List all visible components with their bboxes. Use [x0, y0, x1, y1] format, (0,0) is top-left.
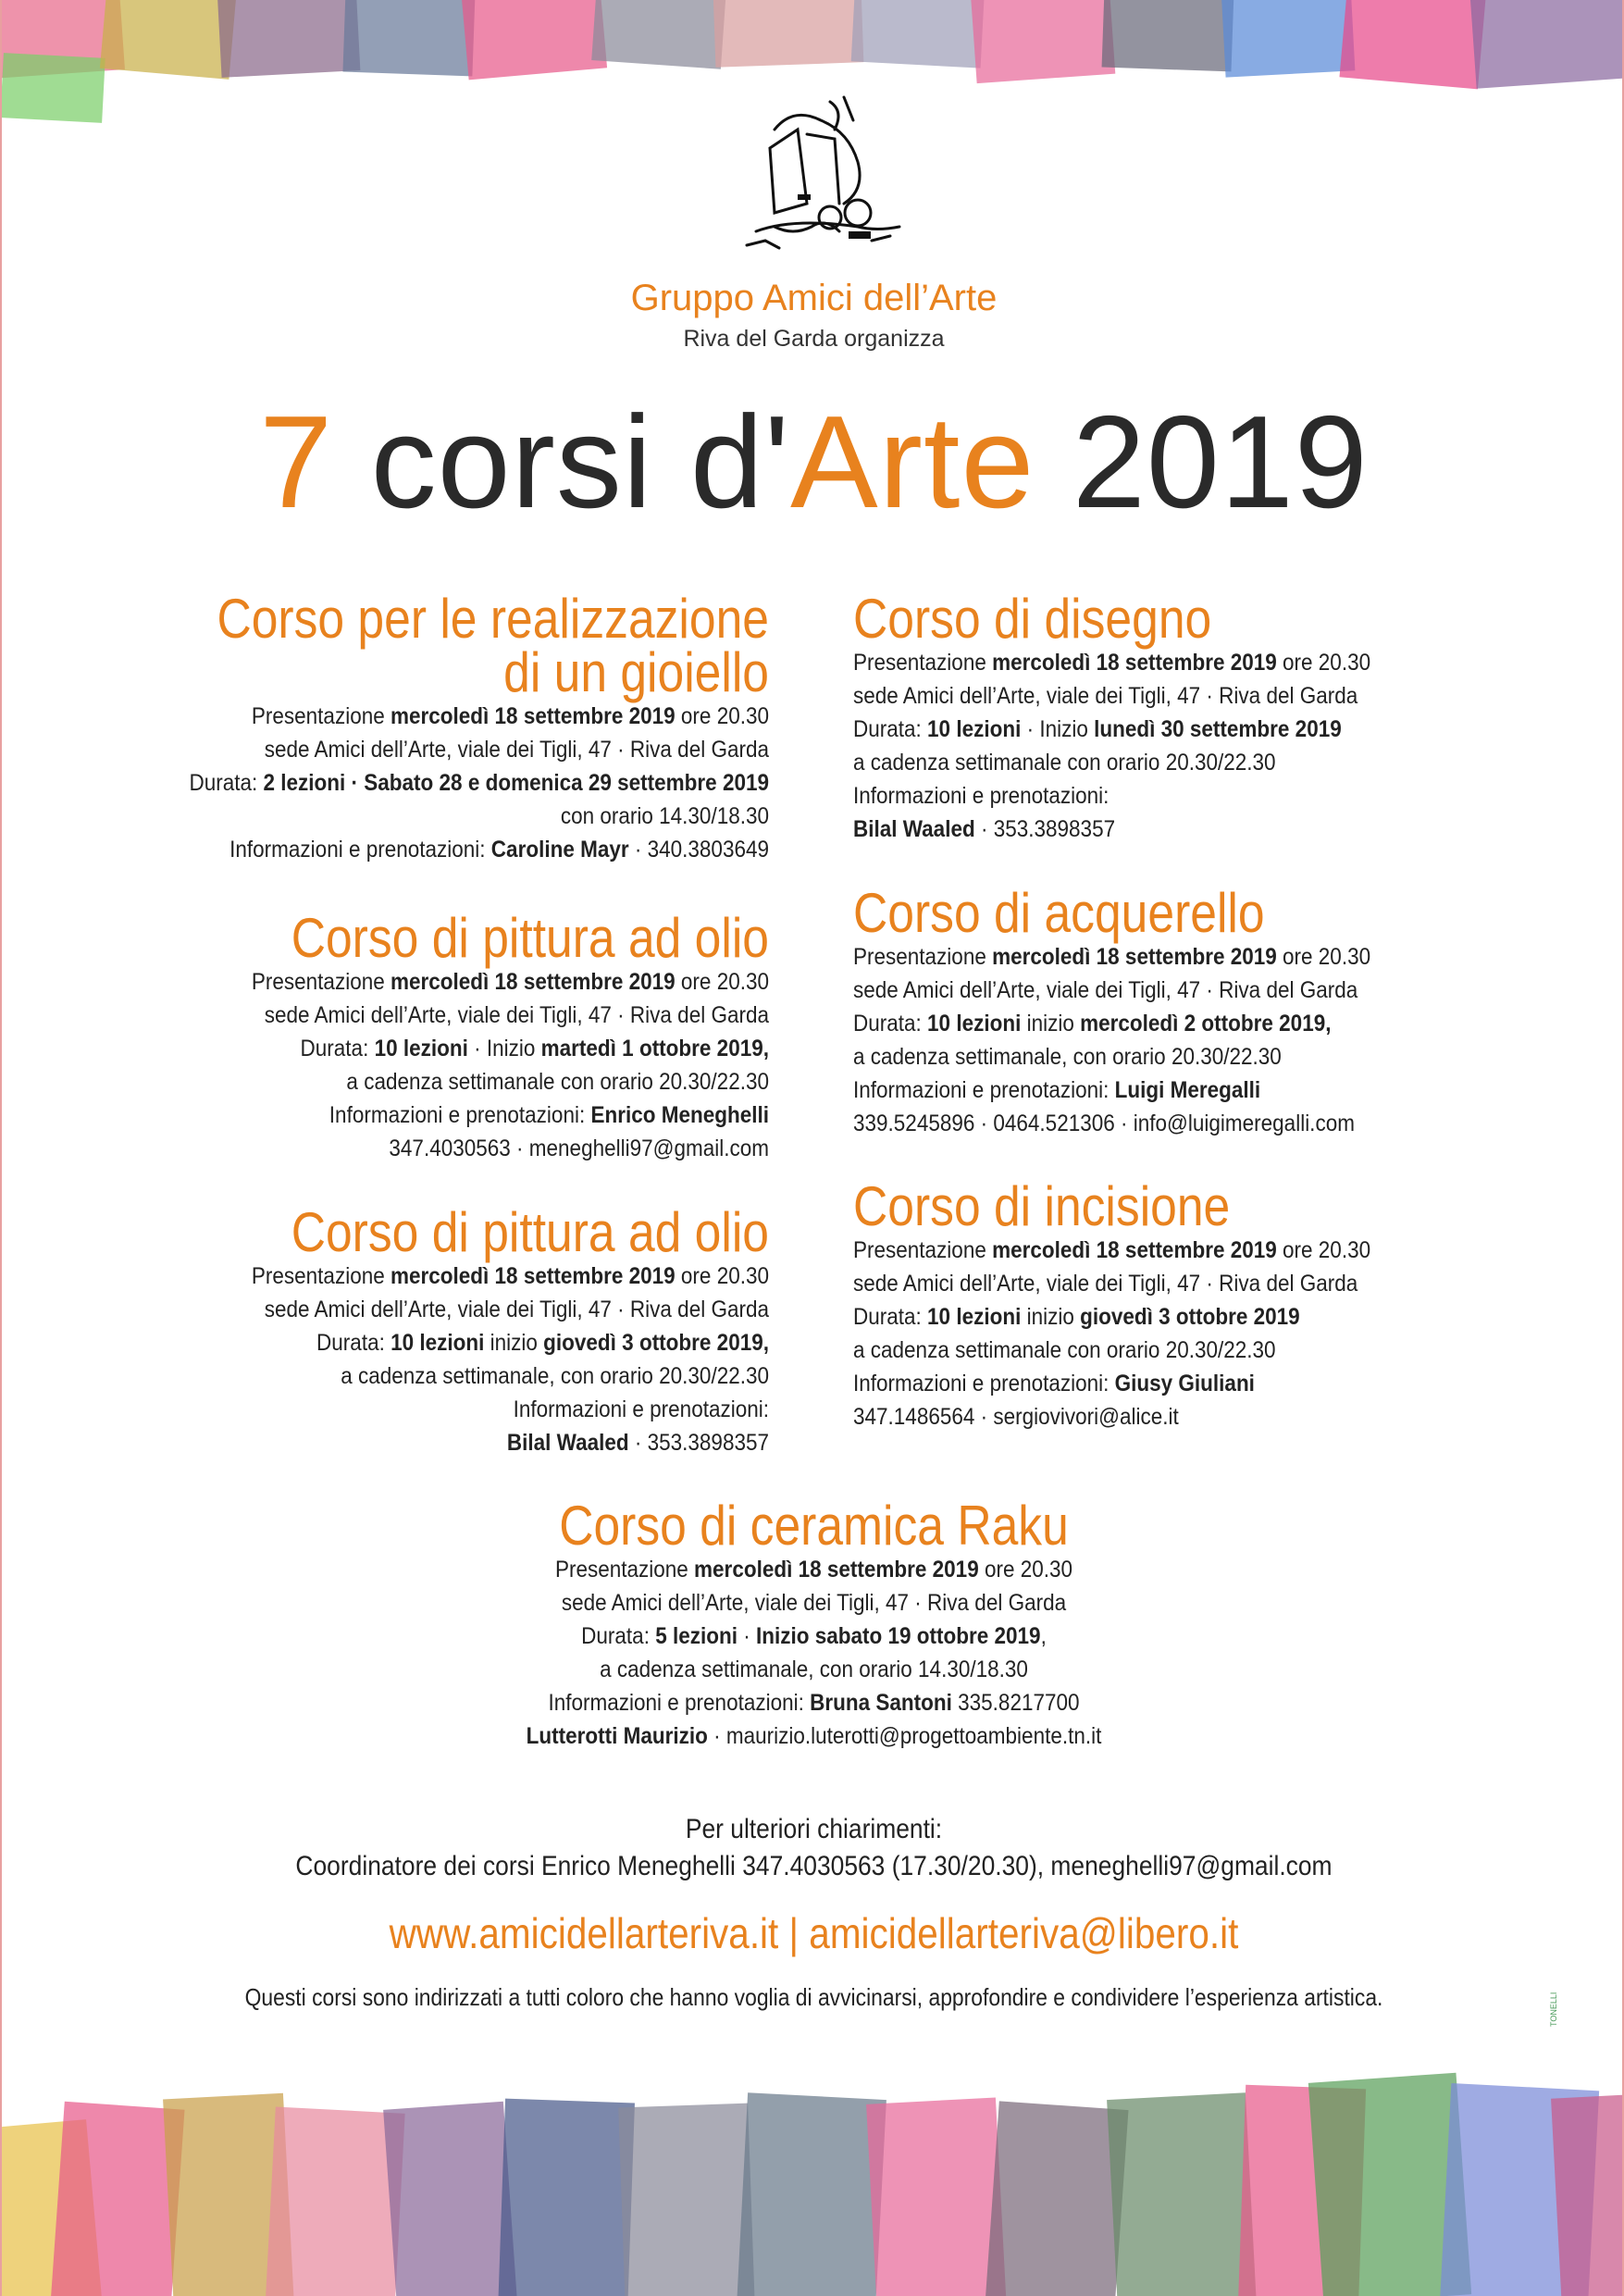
organization-subtitle: Riva del Garda organizza: [683, 326, 945, 352]
course-line: Bilal Waaled · 353.3898357: [506, 1430, 769, 1456]
course-title: Corso di disegno: [853, 588, 1212, 650]
course-line: sede Amici dell’Arte, viale dei Tigli, 47 · Riva del Garda: [264, 1002, 770, 1028]
course-line: 347.4030563 · meneghelli97@gmail.com: [389, 1136, 769, 1161]
printer-credit: TONELLI: [1549, 1992, 1558, 2027]
course-line: Presentazione mercoledì 18 settembre 2019 ore 20.30: [251, 1263, 769, 1289]
course-line: 339.5245896 · 0464.521306 · info@luigimeregalli.com: [853, 1111, 1355, 1136]
course-line: sede Amici dell’Arte, viale dei Tigli, 47 · Riva del Garda: [853, 683, 1358, 709]
course-line: a cadenza settimanale con orario 20.30/22.30: [853, 750, 1276, 776]
course-title: Corso di incisione: [853, 1175, 1231, 1237]
course-pittura-olio-2: [121, 1201, 770, 1459]
headline-number: 7: [259, 389, 334, 536]
course-line: Presentazione mercoledì 18 settembre 2019 ore 20.30: [853, 1237, 1371, 1263]
headline-arte: Arte: [789, 389, 1035, 536]
course-line: 347.1486564 · sergiovivori@alice.it: [853, 1404, 1179, 1430]
course-line: Durata: 5 lezioni · Inizio sabato 19 ottobre 2019,: [581, 1623, 1047, 1649]
course-line: a cadenza settimanale, con orario 20.30/22.30: [341, 1363, 769, 1389]
course-line: sede Amici dell’Arte, viale dei Tigli, 47 · Riva del Garda: [853, 977, 1358, 1003]
course-title: Corso di ceramica Raku: [559, 1495, 1069, 1557]
course-title: Corso per le realizzazione di un gioiello: [217, 588, 769, 703]
course-line: Durata: 10 lezioni inizio giovedì 3 ottobre 2019,: [316, 1330, 769, 1356]
course-line: Informazioni e prenotazioni: Giusy Giuliani: [853, 1371, 1255, 1396]
course-line: Durata: 10 lezioni · Inizio martedì 1 ottobre 2019,: [300, 1036, 769, 1061]
course-title: Corso di pittura ad olio: [291, 907, 770, 969]
course-line: Informazioni e prenotazioni: Caroline Mayr · 340.3803649: [229, 837, 769, 863]
course-line: Informazioni e prenotazioni: Luigi Meregalli: [853, 1077, 1261, 1103]
course-pittura-olio-1: [121, 907, 770, 1165]
course-ceramica-raku: [2, 1495, 1624, 1753]
course-line: con orario 14.30/18.30: [560, 803, 769, 829]
course-line: Durata: 10 lezioni inizio giovedì 3 ottobre 2019: [853, 1304, 1300, 1330]
headline-year: 2019: [1035, 389, 1369, 536]
organization-name: Gruppo Amici dell’Arte: [630, 278, 998, 318]
course-line: sede Amici dell’Arte, viale dei Tigli, 47 · Riva del Garda: [853, 1271, 1358, 1297]
course-line: Informazioni e prenotazioni: Bruna Santoni 335.8217700: [548, 1690, 1080, 1716]
course-line: a cadenza settimanale con orario 20.30/22.30: [346, 1069, 769, 1095]
course-line: Presentazione mercoledì 18 settembre 2019 ore 20.30: [251, 969, 769, 995]
course-gioiello: [121, 588, 770, 866]
course-line: sede Amici dell’Arte, viale dei Tigli, 47 · Riva del Garda: [264, 1297, 770, 1322]
course-line: Informazioni e prenotazioni:: [513, 1396, 769, 1422]
course-line: sede Amici dell’Arte, viale dei Tigli, 47 · Riva del Garda: [264, 737, 770, 763]
course-line: Presentazione mercoledì 18 settembre 2019 ore 20.30: [554, 1557, 1073, 1582]
course-title: Corso di acquerello: [853, 882, 1265, 944]
course-line: a cadenza settimanale, con orario 14.30/18.30: [600, 1657, 1028, 1682]
course-line: Bilal Waaled · 353.3898357: [853, 816, 1116, 842]
course-line: Informazioni e prenotazioni: Enrico Meneghelli: [329, 1102, 769, 1128]
course-line: Durata: 10 lezioni inizio mercoledì 2 ottobre 2019,: [853, 1011, 1332, 1036]
course-line: a cadenza settimanale con orario 20.30/22.30: [853, 1337, 1276, 1363]
footer-web-links[interactable]: www.amicidellarteriva.it | amicidellarteriva@libero.it: [389, 1909, 1239, 1957]
footer-coordinator: Coordinatore dei corsi Enrico Meneghelli 347.4030563 (17.30/20.30), meneghelli97@gmail.com: [295, 1851, 1333, 1881]
course-title: Corso di pittura ad olio: [291, 1201, 770, 1263]
course-line: Lutterotti Maurizio · maurizio.luterotti@progettoambiente.tn.it: [526, 1723, 1102, 1749]
course-line: Durata: 2 lezioni · Sabato 28 e domenica 29 settembre 2019: [189, 770, 769, 796]
course-line: a cadenza settimanale, con orario 20.30/22.30: [853, 1044, 1282, 1070]
course-disegno: [853, 588, 1519, 846]
course-line: Durata: 10 lezioni · Inizio lunedì 30 settembre 2019: [853, 716, 1342, 742]
course-line: sede Amici dell’Arte, viale dei Tigli, 47 · Riva del Garda: [561, 1590, 1067, 1616]
headline: [2, 389, 1624, 537]
footer-info-heading: Per ulteriori chiarimenti:: [685, 1814, 943, 1844]
course-line: Presentazione mercoledì 18 settembre 2019 ore 20.30: [853, 650, 1371, 676]
footer-note: Questi corsi sono indirizzati a tutti coloro che hanno voglia di avvicinarsi, approfondire e condividere l’esperienza artistica.: [244, 1983, 1383, 2011]
course-incisione: [853, 1175, 1519, 1433]
course-line: Presentazione mercoledì 18 settembre 2019 ore 20.30: [251, 703, 769, 729]
headline-text-1: corsi d': [333, 389, 790, 536]
course-line: Informazioni e prenotazioni:: [853, 783, 1110, 809]
watercolor-bottom-border: [2, 2068, 1624, 2296]
artist-sketch-logo-icon: [719, 93, 913, 259]
course-acquerello: [853, 882, 1519, 1140]
course-line: Presentazione mercoledì 18 settembre 2019 ore 20.30: [853, 944, 1371, 970]
